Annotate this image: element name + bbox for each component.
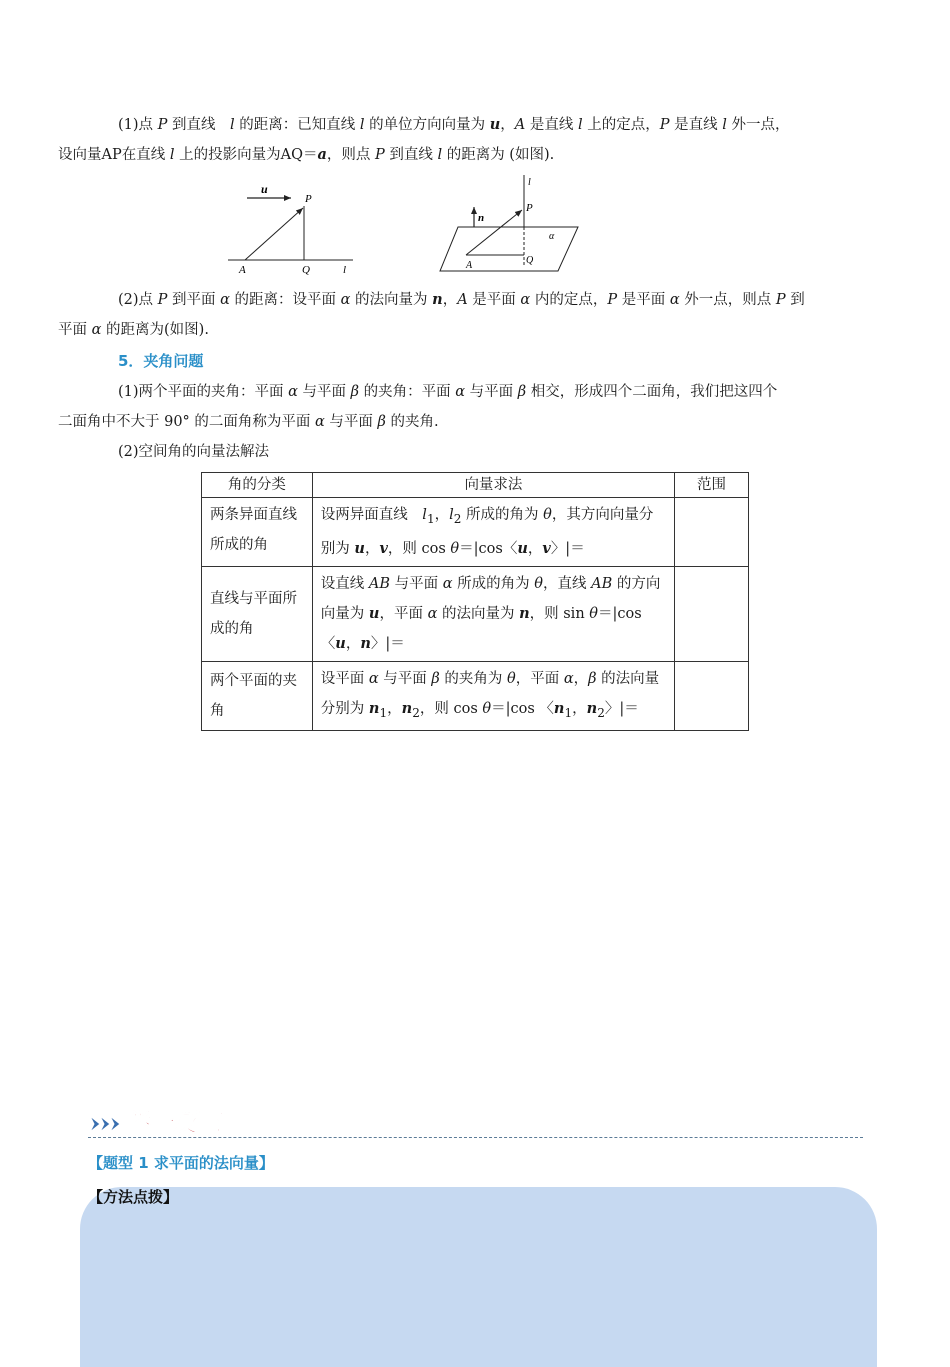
table-row <box>202 661 749 730</box>
cell-range <box>675 661 749 730</box>
label-P: P <box>526 202 533 214</box>
banner-title: 举一反三 <box>125 1109 221 1137</box>
question-type-heading: 【题型 1 求平面的法向量】 <box>88 1154 274 1172</box>
cell-method: 设两异面直线 $l_1$，$l_2$ 所成的角为 θ，其方向向量分别为 u，v，则 cos θ＝|cos〈u，v〉|＝ <box>312 498 674 567</box>
table-header-row <box>202 473 749 498</box>
paragraph-plane-angle: (1)两个平面的夹角：平面 α 与平面 β 的夹角：平面 α 与平面 β 相交，形成四个二面角，我们把这四个 二面角中不大于 90° 的二面角称为平面 α 与平面 β 的夹角. <box>58 384 778 430</box>
label-Q: Q <box>526 255 534 266</box>
vector-AP <box>245 208 303 260</box>
label-l: l <box>343 264 347 276</box>
label-P: P <box>305 193 312 205</box>
banner-arrows-icon <box>88 1102 238 1138</box>
method-panel <box>80 1187 877 1367</box>
header-range: 范围 <box>675 473 749 498</box>
label-A: A <box>466 260 473 271</box>
header-category: 角的分类 <box>202 473 313 498</box>
figure-point-plane <box>436 173 584 278</box>
cell-method: 设直线 AB 与平面 α 所成的角为 θ，直线 AB 的方向向量为 u，平面 α 的法向量为 n，则 sin θ＝|cos 〈u，n〉|＝ <box>312 566 674 661</box>
label-n: n <box>478 212 485 224</box>
section-heading-angles: 5．夹角问题 <box>118 352 204 370</box>
angle-method-table <box>201 472 749 731</box>
figure-point-line <box>225 180 365 278</box>
table-row <box>202 498 749 567</box>
label-u: u <box>261 182 268 196</box>
cell-category: 两个平面的夹角 <box>202 661 313 730</box>
cell-category: 两条异面直线所成的角 <box>202 498 313 567</box>
paragraph-point-line-distance: (1)点 P 到直线 l 的距离：已知直线 l 的单位方向向量为 u，A 是直线 l 上的定点，P 是直线 l 外一点， 设向量AP在直线 l 上的投影向量为AQ＝a，则点 P 到直线 l 的距离为 (如图). <box>58 116 790 163</box>
label-A: A <box>239 264 246 276</box>
table-row <box>202 566 749 661</box>
header-method: 向量求法 <box>312 473 674 498</box>
label-l: l <box>528 177 531 188</box>
label-alpha: α <box>549 231 555 242</box>
paragraph-vector-method: (2)空间角的向量法解法 <box>118 444 270 460</box>
cell-range <box>675 566 749 661</box>
method-heading: 【方法点拨】 <box>88 1188 179 1206</box>
banner-practice <box>88 1102 238 1142</box>
paragraph-point-plane-distance: (2)点 P 到平面 α 的距离：设平面 α 的法向量为 n，A 是平面 α 内的定点，P 是平面 α 外一点，则点 P 到 平面 α 的距离为(如图). <box>58 291 805 338</box>
label-Q: Q <box>302 264 310 276</box>
divider <box>88 1137 863 1138</box>
cell-range <box>675 498 749 567</box>
cell-category: 直线与平面所成的角 <box>202 566 313 661</box>
plane-alpha <box>440 227 578 271</box>
cell-method: 设平面 α 与平面 β 的夹角为 θ，平面 α，β 的法向量分别为 $n_1$，$n_2$，则 cos θ＝|cos 〈$n_1$，$n_2$〉|＝ <box>312 661 674 730</box>
